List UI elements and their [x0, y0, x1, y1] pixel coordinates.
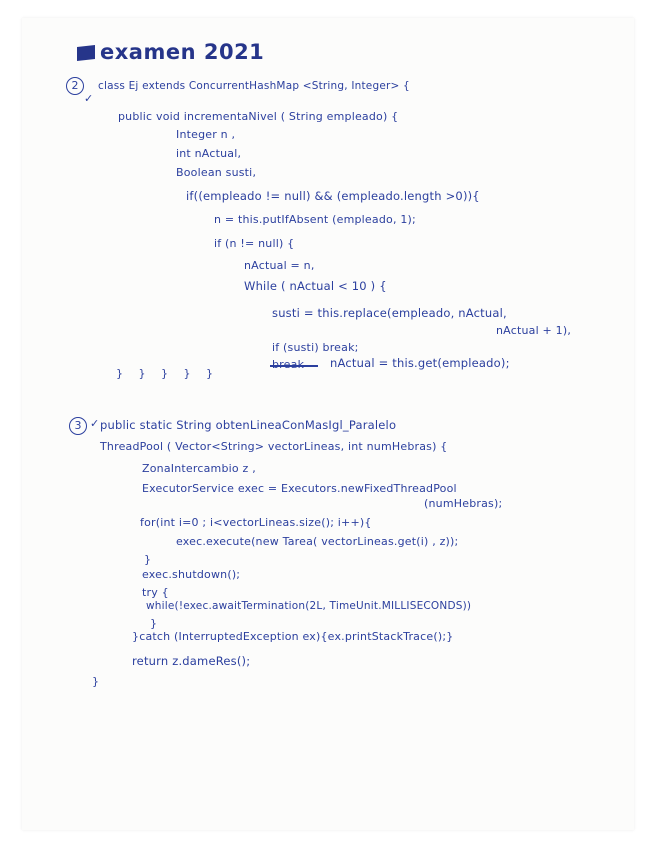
q2-line: susti = this.replace(empleado, nActual, — [272, 306, 507, 320]
strike-through — [270, 365, 318, 367]
q2-line: nActual = this.get(empleado); — [330, 356, 510, 370]
q3-line: return z.dameRes(); — [132, 654, 251, 668]
q3-line: }catch (InterruptedException ex){ex.printStackTrace();} — [132, 630, 454, 643]
q3-line: ThreadPool ( Vector<String> vectorLineas, int numHebras) { — [100, 440, 448, 453]
q2-line: nActual = n, — [244, 259, 315, 272]
q2-line: public void incrementaNivel ( String empleado) { — [118, 110, 399, 123]
q3-line: (numHebras); — [424, 497, 503, 510]
q3-line: } — [144, 553, 152, 566]
q2-line: int nActual, — [176, 147, 242, 160]
q3-line: for(int i=0 ; i<vectorLineas.size(); i++){ — [140, 516, 372, 529]
q2-closing-braces: } } } } } — [116, 367, 219, 380]
q3-line: exec.shutdown(); — [142, 568, 241, 581]
q3-line: try { — [142, 586, 169, 599]
question-3-number: 3 — [69, 417, 87, 435]
q3-line: ZonaIntercambio z , — [142, 462, 256, 475]
q2-line: if((empleado != null) && (empleado.length >0)){ — [186, 189, 480, 203]
q3-line: } — [150, 617, 158, 630]
question-2-number: 2 — [66, 77, 84, 95]
q3-line: public static String obtenLineaConMasIgl_Paralelo — [100, 418, 397, 432]
q3-line: ExecutorService exec = Executors.newFixedThreadPool — [142, 482, 457, 495]
q2-line: While ( nActual < 10 ) { — [244, 279, 387, 293]
q2-line: nActual + 1), — [496, 324, 572, 337]
title-marker-icon — [77, 45, 95, 61]
q3-line: while(!exec.awaitTermination(2L, TimeUnit.MILLISECONDS)) — [146, 600, 472, 612]
check-mark-icon: ✓ — [90, 417, 100, 430]
q2-line: class Ej extends ConcurrentHashMap <String, Integer> { — [98, 80, 410, 92]
q2-line: n = this.putIfAbsent (empleado, 1); — [214, 213, 416, 226]
q2-line: Integer n , — [176, 128, 236, 141]
q2-line: if (n != null) { — [214, 237, 295, 250]
page-title: examen 2021 — [100, 40, 265, 64]
q2-line: Boolean susti, — [176, 166, 257, 179]
q3-line: exec.execute(new Tarea( vectorLineas.get(i) , z)); — [176, 535, 459, 548]
q2-line: if (susti) break; — [272, 341, 359, 354]
check-mark-icon: ✓ — [84, 92, 94, 105]
q3-line: } — [92, 675, 100, 688]
